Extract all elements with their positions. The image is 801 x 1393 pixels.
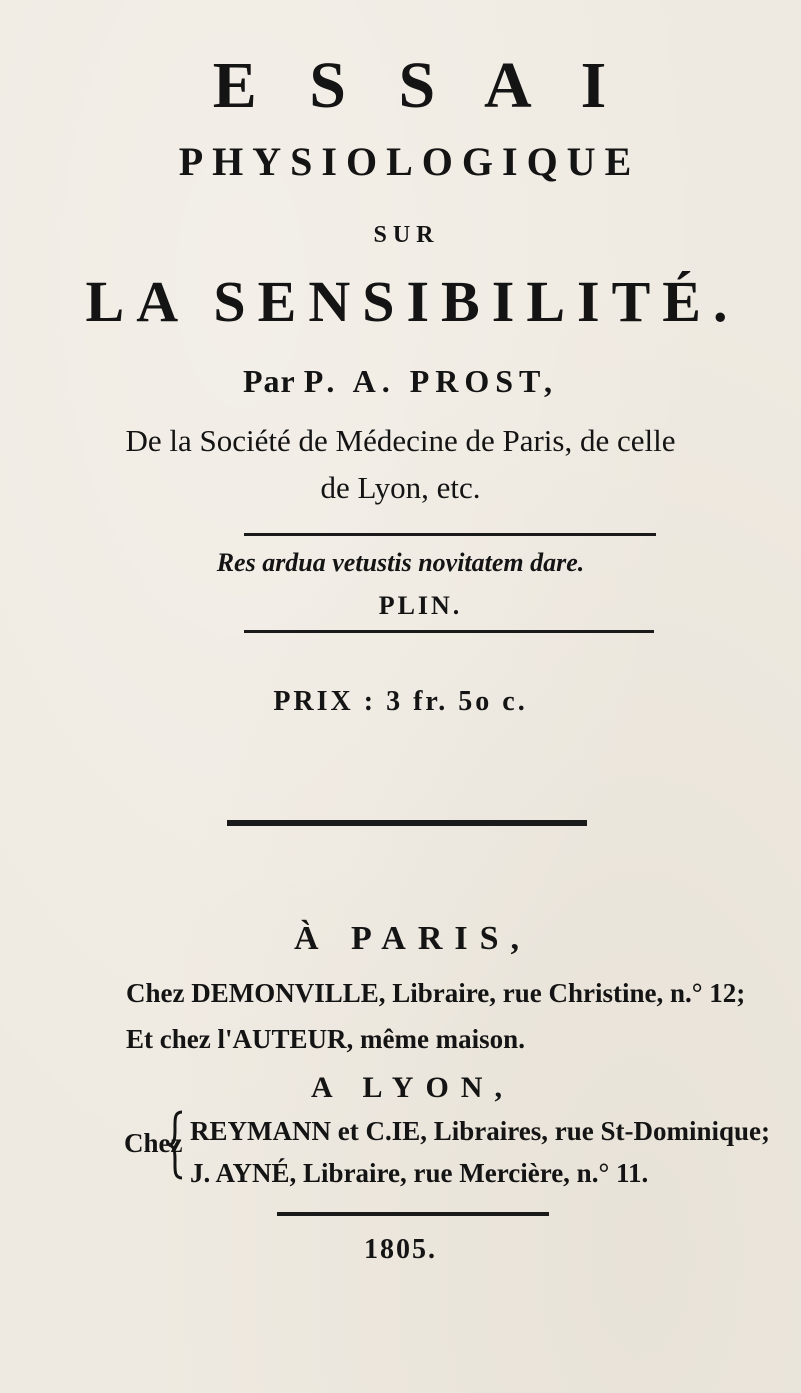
author-prefix: Par — [242, 363, 296, 399]
title-essai: E S S A I — [212, 49, 625, 122]
divider-bottom — [277, 1212, 549, 1216]
imprint-lyon-heading: A LYON, — [311, 1071, 514, 1104]
divider-top — [244, 533, 656, 536]
imprint-chez-label: Chez — [124, 1128, 183, 1158]
title-la-sensibilite: LA SENSIBILITÉ. — [85, 269, 740, 334]
divider-epigraph — [244, 630, 654, 633]
divider-imprint — [227, 820, 587, 826]
publication-year: 1805. — [364, 1234, 437, 1265]
author-affiliation-line2: de Lyon, etc. — [320, 470, 481, 505]
author-affiliation-line1: De la Société de Médecine de Paris, de celle — [125, 423, 676, 458]
curly-brace-icon — [166, 1110, 186, 1180]
imprint-demonville-line: Chez DEMONVILLE, Libraire, rue Christine, n.° 12; — [126, 978, 746, 1008]
author-line — [0, 363, 801, 400]
epigraph-source: PLIN. — [378, 591, 463, 620]
title-sur: SUR — [373, 222, 440, 248]
price: PRIX : 3 fr. 5o c. — [273, 686, 528, 717]
imprint-auteur-line: Et chez l'AUTEUR, même maison. — [126, 1024, 525, 1054]
epigraph-quote: Res ardua vetustis novitatem dare. — [216, 548, 585, 577]
title-physiologique: PHYSIOLOGIQUE — [178, 139, 641, 184]
author-name: P. A. PROST, — [303, 363, 558, 399]
imprint-reymann-line: REYMANN et C.IE, Libraires, rue St-Dominique; — [190, 1116, 770, 1146]
imprint-paris-heading: À PARIS, — [293, 920, 532, 957]
imprint-ayne-line: J. AYNÉ, Libraire, rue Mercière, n.° 11. — [190, 1158, 649, 1188]
